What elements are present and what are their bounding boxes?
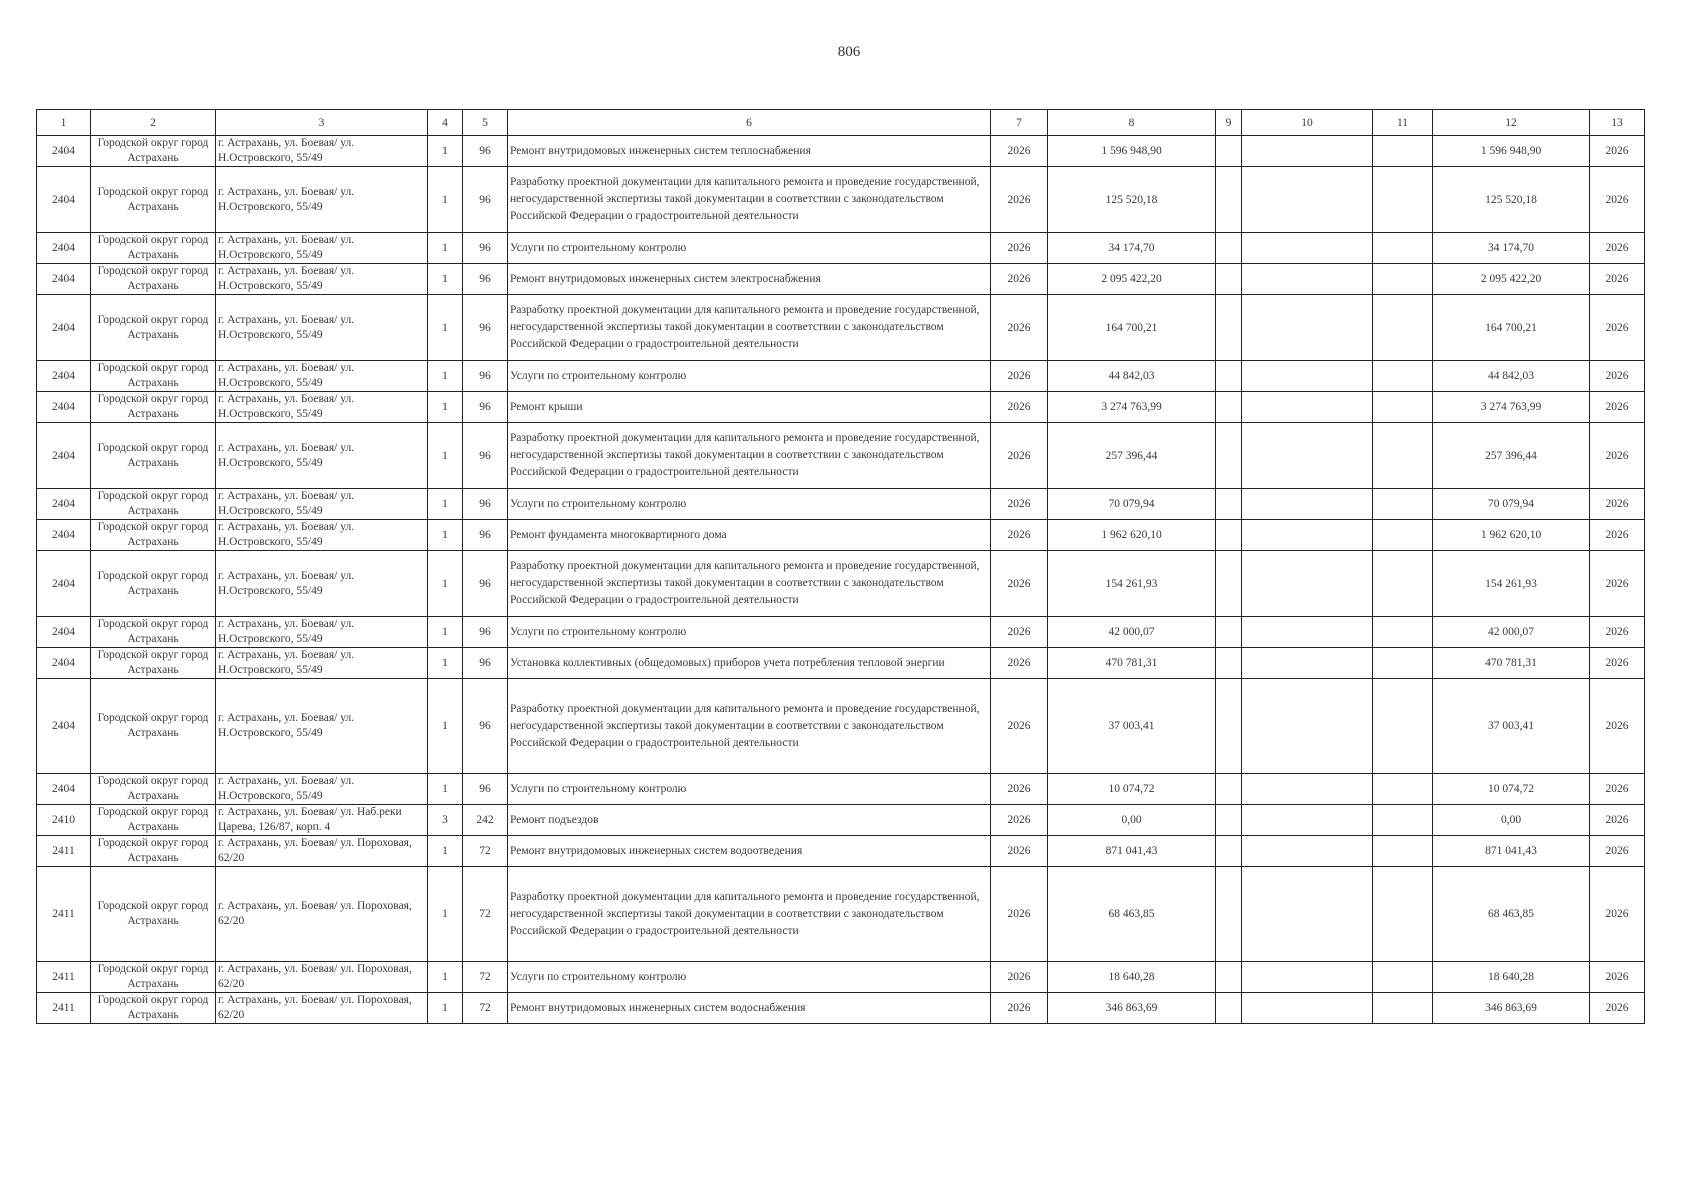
- cell-col-5: 72: [463, 836, 508, 867]
- cell-plan-year: 2026: [1590, 836, 1645, 867]
- cell-plan-year: 2026: [1590, 962, 1645, 993]
- cell-row-id: 2404: [37, 648, 91, 679]
- column-header-9: 9: [1216, 110, 1242, 136]
- cell-col-10: [1242, 295, 1373, 361]
- cell-address: г. Астрахань, ул. Боевая/ ул. Н.Островского, 55/49: [216, 774, 428, 805]
- table-row: [37, 361, 1645, 392]
- cell-address: г. Астрахань, ул. Боевая/ ул. Н.Островского, 55/49: [216, 551, 428, 617]
- cell-col-9: [1216, 617, 1242, 648]
- cell-municipality: Городской округ город Астрахань: [91, 774, 216, 805]
- column-header-7: 7: [991, 110, 1048, 136]
- cell-work-description: Услуги по строительному контролю: [508, 774, 991, 805]
- cell-col-5: 242: [463, 805, 508, 836]
- cell-address: г. Астрахань, ул. Боевая/ ул. Н.Островского, 55/49: [216, 423, 428, 489]
- cell-amount: 470 781,31: [1048, 648, 1216, 679]
- cell-municipality: Городской округ город Астрахань: [91, 867, 216, 962]
- cell-address: г. Астрахань, ул. Боевая/ ул. Пороховая, 62/20: [216, 962, 428, 993]
- cell-row-id: 2404: [37, 392, 91, 423]
- cell-col-10: [1242, 233, 1373, 264]
- cell-col-11: [1373, 993, 1433, 1024]
- cell-year: 2026: [991, 867, 1048, 962]
- cell-col-4: 1: [428, 648, 463, 679]
- cell-plan-year: 2026: [1590, 520, 1645, 551]
- cell-col-11: [1373, 264, 1433, 295]
- cell-col-10: [1242, 962, 1373, 993]
- cell-plan-year: 2026: [1590, 617, 1645, 648]
- table-row: [37, 136, 1645, 167]
- cell-address: г. Астрахань, ул. Боевая/ ул. Н.Островского, 55/49: [216, 136, 428, 167]
- cell-year: 2026: [991, 679, 1048, 774]
- cell-col-11: [1373, 774, 1433, 805]
- cell-plan-year: 2026: [1590, 993, 1645, 1024]
- table-row: [37, 836, 1645, 867]
- cell-address: г. Астрахань, ул. Боевая/ ул. Н.Островского, 55/49: [216, 264, 428, 295]
- cell-work-description: Установка коллективных (общедомовых) приборов учета потребления тепловой энергии: [508, 648, 991, 679]
- cell-col-9: [1216, 361, 1242, 392]
- cell-col-11: [1373, 489, 1433, 520]
- cell-municipality: Городской округ город Астрахань: [91, 551, 216, 617]
- cell-amount: 70 079,94: [1048, 489, 1216, 520]
- cell-col-10: [1242, 167, 1373, 233]
- cell-amount-total: 3 274 763,99: [1433, 392, 1590, 423]
- cell-year: 2026: [991, 836, 1048, 867]
- cell-amount: 10 074,72: [1048, 774, 1216, 805]
- cell-col-4: 1: [428, 520, 463, 551]
- cell-row-id: 2404: [37, 520, 91, 551]
- cell-plan-year: 2026: [1590, 392, 1645, 423]
- cell-col-10: [1242, 361, 1373, 392]
- cell-col-4: 1: [428, 617, 463, 648]
- cell-col-5: 96: [463, 774, 508, 805]
- cell-col-10: [1242, 136, 1373, 167]
- table-row: [37, 648, 1645, 679]
- cell-col-10: [1242, 805, 1373, 836]
- cell-col-9: [1216, 295, 1242, 361]
- cell-work-description: Ремонт внутридомовых инженерных систем теплоснабжения: [508, 136, 991, 167]
- cell-col-11: [1373, 423, 1433, 489]
- cell-amount-total: 34 174,70: [1433, 233, 1590, 264]
- cell-row-id: 2404: [37, 617, 91, 648]
- cell-col-4: 1: [428, 962, 463, 993]
- table-row: [37, 423, 1645, 489]
- cell-municipality: Городской округ город Астрахань: [91, 167, 216, 233]
- cell-year: 2026: [991, 774, 1048, 805]
- column-header-1: 1: [37, 110, 91, 136]
- cell-plan-year: 2026: [1590, 679, 1645, 774]
- cell-row-id: 2404: [37, 489, 91, 520]
- table-body: [37, 136, 1645, 1024]
- cell-col-5: 72: [463, 867, 508, 962]
- cell-amount-total: 0,00: [1433, 805, 1590, 836]
- cell-amount-total: 68 463,85: [1433, 867, 1590, 962]
- cell-amount-total: 1 596 948,90: [1433, 136, 1590, 167]
- cell-address: г. Астрахань, ул. Боевая/ ул. Н.Островского, 55/49: [216, 233, 428, 264]
- cell-plan-year: 2026: [1590, 167, 1645, 233]
- cell-col-9: [1216, 136, 1242, 167]
- cell-row-id: 2411: [37, 836, 91, 867]
- cell-municipality: Городской округ город Астрахань: [91, 264, 216, 295]
- cell-address: г. Астрахань, ул. Боевая/ ул. Наб.реки Царева, 126/87, корп. 4: [216, 805, 428, 836]
- cell-col-4: 1: [428, 774, 463, 805]
- cell-amount: 44 842,03: [1048, 361, 1216, 392]
- cell-year: 2026: [991, 295, 1048, 361]
- cell-address: г. Астрахань, ул. Боевая/ ул. Н.Островского, 55/49: [216, 295, 428, 361]
- table-row: [37, 993, 1645, 1024]
- cell-amount: 42 000,07: [1048, 617, 1216, 648]
- cell-col-9: [1216, 774, 1242, 805]
- column-header-8: 8: [1048, 110, 1216, 136]
- cell-work-description: Разработку проектной документации для капитального ремонта и проведение государственной, негосударственной экспертизы такой документации в соответствии с законодательством Российской Федерации о градостроительной деятельности: [508, 295, 991, 361]
- column-header-11: 11: [1373, 110, 1433, 136]
- cell-year: 2026: [991, 423, 1048, 489]
- cell-col-10: [1242, 392, 1373, 423]
- cell-row-id: 2404: [37, 774, 91, 805]
- cell-col-9: [1216, 264, 1242, 295]
- cell-work-description: Ремонт фундамента многоквартирного дома: [508, 520, 991, 551]
- cell-col-5: 96: [463, 233, 508, 264]
- table-row: [37, 264, 1645, 295]
- cell-col-9: [1216, 233, 1242, 264]
- cell-col-9: [1216, 679, 1242, 774]
- cell-row-id: 2411: [37, 962, 91, 993]
- cell-amount: 0,00: [1048, 805, 1216, 836]
- cell-col-4: 1: [428, 264, 463, 295]
- cell-year: 2026: [991, 617, 1048, 648]
- cell-address: г. Астрахань, ул. Боевая/ ул. Пороховая, 62/20: [216, 993, 428, 1024]
- register-table: [36, 109, 1645, 1024]
- cell-municipality: Городской округ город Астрахань: [91, 962, 216, 993]
- cell-col-5: 96: [463, 361, 508, 392]
- cell-col-9: [1216, 551, 1242, 617]
- cell-col-9: [1216, 423, 1242, 489]
- cell-work-description: Услуги по строительному контролю: [508, 233, 991, 264]
- cell-col-4: 1: [428, 361, 463, 392]
- cell-row-id: 2404: [37, 361, 91, 392]
- cell-amount: 37 003,41: [1048, 679, 1216, 774]
- table-row: [37, 295, 1645, 361]
- cell-work-description: Услуги по строительному контролю: [508, 489, 991, 520]
- cell-col-5: 72: [463, 962, 508, 993]
- cell-col-11: [1373, 836, 1433, 867]
- cell-col-4: 1: [428, 295, 463, 361]
- cell-col-4: 1: [428, 392, 463, 423]
- cell-col-10: [1242, 617, 1373, 648]
- cell-address: г. Астрахань, ул. Боевая/ ул. Н.Островского, 55/49: [216, 617, 428, 648]
- cell-plan-year: 2026: [1590, 648, 1645, 679]
- cell-row-id: 2404: [37, 423, 91, 489]
- cell-amount: 1 962 620,10: [1048, 520, 1216, 551]
- cell-amount-total: 37 003,41: [1433, 679, 1590, 774]
- cell-col-4: 1: [428, 993, 463, 1024]
- cell-col-11: [1373, 136, 1433, 167]
- cell-plan-year: 2026: [1590, 423, 1645, 489]
- cell-address: г. Астрахань, ул. Боевая/ ул. Н.Островского, 55/49: [216, 648, 428, 679]
- cell-work-description: Ремонт внутридомовых инженерных систем электроснабжения: [508, 264, 991, 295]
- column-header-4: 4: [428, 110, 463, 136]
- cell-col-4: 1: [428, 679, 463, 774]
- cell-address: г. Астрахань, ул. Боевая/ ул. Н.Островского, 55/49: [216, 392, 428, 423]
- cell-year: 2026: [991, 136, 1048, 167]
- cell-year: 2026: [991, 167, 1048, 233]
- cell-amount: 2 095 422,20: [1048, 264, 1216, 295]
- cell-amount: 18 640,28: [1048, 962, 1216, 993]
- cell-col-5: 96: [463, 136, 508, 167]
- column-header-13: 13: [1590, 110, 1645, 136]
- cell-plan-year: 2026: [1590, 805, 1645, 836]
- cell-plan-year: 2026: [1590, 264, 1645, 295]
- cell-year: 2026: [991, 233, 1048, 264]
- cell-year: 2026: [991, 805, 1048, 836]
- cell-amount: 154 261,93: [1048, 551, 1216, 617]
- cell-work-description: Ремонт крыши: [508, 392, 991, 423]
- cell-col-5: 96: [463, 392, 508, 423]
- cell-col-5: 96: [463, 423, 508, 489]
- cell-row-id: 2404: [37, 167, 91, 233]
- cell-amount-total: 125 520,18: [1433, 167, 1590, 233]
- cell-municipality: Городской округ город Астрахань: [91, 993, 216, 1024]
- cell-row-id: 2404: [37, 551, 91, 617]
- cell-amount: 164 700,21: [1048, 295, 1216, 361]
- cell-amount-total: 2 095 422,20: [1433, 264, 1590, 295]
- cell-col-10: [1242, 264, 1373, 295]
- cell-municipality: Городской округ город Астрахань: [91, 648, 216, 679]
- cell-col-11: [1373, 679, 1433, 774]
- cell-row-id: 2411: [37, 867, 91, 962]
- column-header-6: 6: [508, 110, 991, 136]
- table-row: [37, 774, 1645, 805]
- cell-amount: 871 041,43: [1048, 836, 1216, 867]
- cell-col-10: [1242, 423, 1373, 489]
- cell-row-id: 2404: [37, 136, 91, 167]
- cell-col-9: [1216, 962, 1242, 993]
- column-header-5: 5: [463, 110, 508, 136]
- cell-col-11: [1373, 867, 1433, 962]
- cell-municipality: Городской округ город Астрахань: [91, 679, 216, 774]
- column-header-10: 10: [1242, 110, 1373, 136]
- cell-col-9: [1216, 167, 1242, 233]
- cell-plan-year: 2026: [1590, 233, 1645, 264]
- cell-col-9: [1216, 867, 1242, 962]
- table-row: [37, 392, 1645, 423]
- cell-work-description: Разработку проектной документации для капитального ремонта и проведение государственной, негосударственной экспертизы такой документации в соответствии с законодательством Российской Федерации о градостроительной деятельности: [508, 867, 991, 962]
- cell-col-4: 1: [428, 836, 463, 867]
- table-row: [37, 167, 1645, 233]
- table-row: [37, 867, 1645, 962]
- cell-col-10: [1242, 489, 1373, 520]
- cell-amount: 125 520,18: [1048, 167, 1216, 233]
- cell-year: 2026: [991, 993, 1048, 1024]
- cell-col-11: [1373, 648, 1433, 679]
- cell-col-5: 96: [463, 264, 508, 295]
- cell-municipality: Городской округ город Астрахань: [91, 836, 216, 867]
- cell-col-4: 1: [428, 233, 463, 264]
- cell-amount-total: 10 074,72: [1433, 774, 1590, 805]
- cell-row-id: 2404: [37, 233, 91, 264]
- cell-col-4: 1: [428, 489, 463, 520]
- cell-work-description: Разработку проектной документации для капитального ремонта и проведение государственной, негосударственной экспертизы такой документации в соответствии с законодательством Российской Федерации о градостроительной деятельности: [508, 423, 991, 489]
- cell-plan-year: 2026: [1590, 489, 1645, 520]
- cell-col-9: [1216, 805, 1242, 836]
- cell-col-4: 1: [428, 167, 463, 233]
- cell-amount: 257 396,44: [1048, 423, 1216, 489]
- cell-amount: 3 274 763,99: [1048, 392, 1216, 423]
- cell-amount-total: 871 041,43: [1433, 836, 1590, 867]
- cell-address: г. Астрахань, ул. Боевая/ ул. Н.Островского, 55/49: [216, 679, 428, 774]
- cell-amount: 346 863,69: [1048, 993, 1216, 1024]
- cell-amount: 68 463,85: [1048, 867, 1216, 962]
- cell-col-10: [1242, 774, 1373, 805]
- cell-plan-year: 2026: [1590, 867, 1645, 962]
- cell-plan-year: 2026: [1590, 551, 1645, 617]
- cell-col-5: 96: [463, 648, 508, 679]
- cell-col-10: [1242, 648, 1373, 679]
- cell-col-5: 96: [463, 617, 508, 648]
- header-row: [37, 110, 1645, 136]
- cell-col-9: [1216, 392, 1242, 423]
- cell-col-5: 72: [463, 993, 508, 1024]
- table-row: [37, 233, 1645, 264]
- cell-col-5: 96: [463, 551, 508, 617]
- cell-work-description: Услуги по строительному контролю: [508, 962, 991, 993]
- cell-col-10: [1242, 836, 1373, 867]
- cell-address: г. Астрахань, ул. Боевая/ ул. Н.Островского, 55/49: [216, 520, 428, 551]
- table-row: [37, 520, 1645, 551]
- cell-work-description: Ремонт внутридомовых инженерных систем водоснабжения: [508, 993, 991, 1024]
- cell-plan-year: 2026: [1590, 136, 1645, 167]
- cell-col-11: [1373, 295, 1433, 361]
- table-row: [37, 617, 1645, 648]
- cell-address: г. Астрахань, ул. Боевая/ ул. Н.Островского, 55/49: [216, 489, 428, 520]
- cell-work-description: Разработку проектной документации для капитального ремонта и проведение государственной, негосударственной экспертизы такой документации в соответствии с законодательством Российской Федерации о градостроительной деятельности: [508, 679, 991, 774]
- cell-col-11: [1373, 167, 1433, 233]
- cell-col-5: 96: [463, 489, 508, 520]
- cell-work-description: Ремонт подъездов: [508, 805, 991, 836]
- cell-col-5: 96: [463, 167, 508, 233]
- cell-year: 2026: [991, 648, 1048, 679]
- cell-municipality: Городской округ город Астрахань: [91, 392, 216, 423]
- cell-plan-year: 2026: [1590, 361, 1645, 392]
- cell-work-description: Разработку проектной документации для капитального ремонта и проведение государственной, негосударственной экспертизы такой документации в соответствии с законодательством Российской Федерации о градостроительной деятельности: [508, 551, 991, 617]
- cell-amount-total: 70 079,94: [1433, 489, 1590, 520]
- table-row: [37, 489, 1645, 520]
- table-row: [37, 551, 1645, 617]
- page-number: 806: [837, 44, 861, 60]
- cell-amount-total: 18 640,28: [1433, 962, 1590, 993]
- cell-municipality: Городской округ город Астрахань: [91, 295, 216, 361]
- cell-municipality: Городской округ город Астрахань: [91, 136, 216, 167]
- cell-address: г. Астрахань, ул. Боевая/ ул. Пороховая, 62/20: [216, 867, 428, 962]
- cell-col-9: [1216, 993, 1242, 1024]
- cell-address: г. Астрахань, ул. Боевая/ ул. Н.Островского, 55/49: [216, 167, 428, 233]
- cell-amount: 1 596 948,90: [1048, 136, 1216, 167]
- column-header-3: 3: [216, 110, 428, 136]
- cell-municipality: Городской округ город Астрахань: [91, 805, 216, 836]
- cell-col-11: [1373, 962, 1433, 993]
- cell-plan-year: 2026: [1590, 295, 1645, 361]
- table-row: [37, 679, 1645, 774]
- cell-col-9: [1216, 520, 1242, 551]
- column-header-2: 2: [91, 110, 216, 136]
- cell-amount-total: 164 700,21: [1433, 295, 1590, 361]
- cell-col-4: 1: [428, 423, 463, 489]
- cell-col-11: [1373, 361, 1433, 392]
- cell-municipality: Городской округ город Астрахань: [91, 520, 216, 551]
- cell-year: 2026: [991, 962, 1048, 993]
- cell-year: 2026: [991, 520, 1048, 551]
- cell-amount-total: 257 396,44: [1433, 423, 1590, 489]
- cell-amount-total: 154 261,93: [1433, 551, 1590, 617]
- cell-amount-total: 346 863,69: [1433, 993, 1590, 1024]
- cell-col-11: [1373, 392, 1433, 423]
- cell-year: 2026: [991, 489, 1048, 520]
- cell-amount-total: 42 000,07: [1433, 617, 1590, 648]
- cell-row-id: 2404: [37, 679, 91, 774]
- cell-col-11: [1373, 233, 1433, 264]
- cell-col-4: 1: [428, 551, 463, 617]
- cell-col-9: [1216, 836, 1242, 867]
- cell-year: 2026: [991, 392, 1048, 423]
- cell-municipality: Городской округ город Астрахань: [91, 233, 216, 264]
- table-row: [37, 962, 1645, 993]
- cell-col-9: [1216, 648, 1242, 679]
- cell-col-5: 96: [463, 679, 508, 774]
- cell-col-4: 1: [428, 867, 463, 962]
- table-row: [37, 805, 1645, 836]
- cell-year: 2026: [991, 361, 1048, 392]
- cell-work-description: Разработку проектной документации для капитального ремонта и проведение государственной, негосударственной экспертизы такой документации в соответствии с законодательством Российской Федерации о градостроительной деятельности: [508, 167, 991, 233]
- cell-work-description: Услуги по строительному контролю: [508, 617, 991, 648]
- cell-col-4: 1: [428, 136, 463, 167]
- cell-municipality: Городской округ город Астрахань: [91, 489, 216, 520]
- cell-address: г. Астрахань, ул. Боевая/ ул. Пороховая, 62/20: [216, 836, 428, 867]
- cell-work-description: Ремонт внутридомовых инженерных систем водоотведения: [508, 836, 991, 867]
- cell-municipality: Городской округ город Астрахань: [91, 361, 216, 392]
- column-header-12: 12: [1433, 110, 1590, 136]
- cell-amount-total: 470 781,31: [1433, 648, 1590, 679]
- cell-amount-total: 1 962 620,10: [1433, 520, 1590, 551]
- cell-amount-total: 44 842,03: [1433, 361, 1590, 392]
- cell-year: 2026: [991, 551, 1048, 617]
- cell-col-4: 3: [428, 805, 463, 836]
- cell-row-id: 2411: [37, 993, 91, 1024]
- cell-municipality: Городской округ город Астрахань: [91, 617, 216, 648]
- cell-col-10: [1242, 867, 1373, 962]
- cell-row-id: 2410: [37, 805, 91, 836]
- cell-municipality: Городской округ город Астрахань: [91, 423, 216, 489]
- cell-address: г. Астрахань, ул. Боевая/ ул. Н.Островского, 55/49: [216, 361, 428, 392]
- cell-year: 2026: [991, 264, 1048, 295]
- cell-col-9: [1216, 489, 1242, 520]
- cell-row-id: 2404: [37, 264, 91, 295]
- cell-col-11: [1373, 617, 1433, 648]
- cell-col-10: [1242, 679, 1373, 774]
- cell-col-10: [1242, 520, 1373, 551]
- cell-amount: 34 174,70: [1048, 233, 1216, 264]
- cell-work-description: Услуги по строительному контролю: [508, 361, 991, 392]
- cell-col-11: [1373, 805, 1433, 836]
- cell-row-id: 2404: [37, 295, 91, 361]
- cell-plan-year: 2026: [1590, 774, 1645, 805]
- cell-col-10: [1242, 993, 1373, 1024]
- cell-col-10: [1242, 551, 1373, 617]
- cell-col-5: 96: [463, 295, 508, 361]
- cell-col-11: [1373, 551, 1433, 617]
- cell-col-5: 96: [463, 520, 508, 551]
- cell-col-11: [1373, 520, 1433, 551]
